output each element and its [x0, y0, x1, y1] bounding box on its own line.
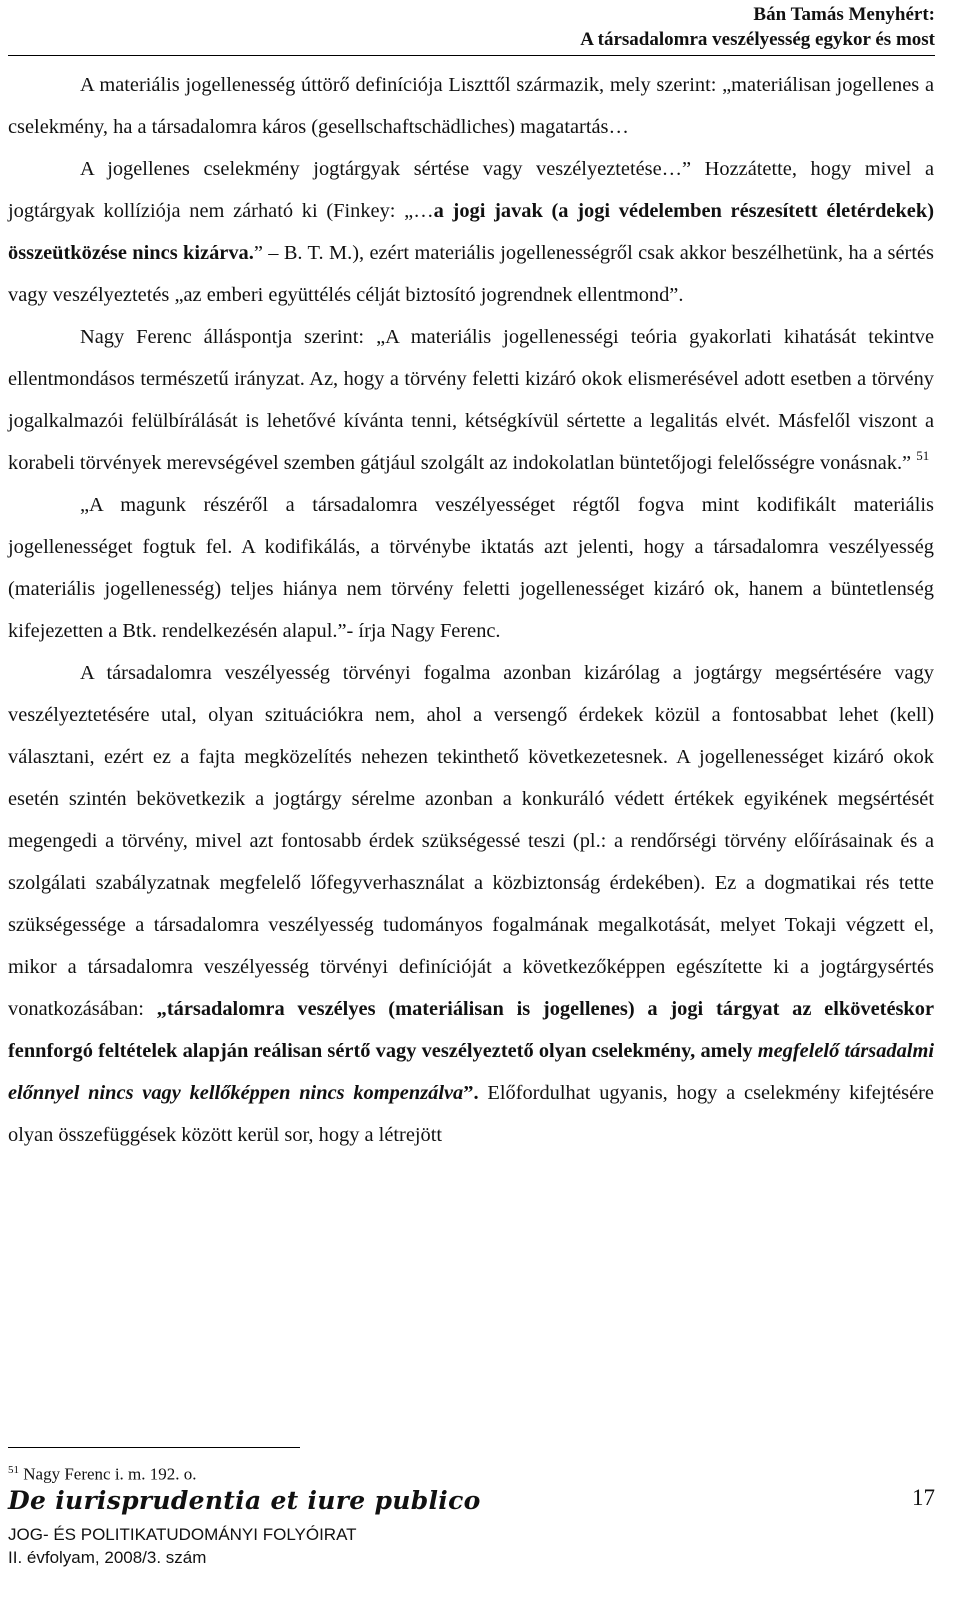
- journal-issue: II. évfolyam, 2008/3. szám: [8, 1548, 207, 1567]
- footnote-reference[interactable]: 51: [916, 448, 930, 463]
- footnote-rule: [8, 1447, 300, 1448]
- definition-bold: „társadalomra veszélyes (materiálisan is jogellenes) a jogi tárgyat az elkövetéskor fennforgó feltételek alapján reálisan sértő vagy veszélyeztető olyan cselekmény, amely: [8, 998, 935, 1062]
- paragraph-jogtargy: [8, 148, 934, 316]
- paragraph-tokaji: [8, 652, 934, 1156]
- paragraph-kodifikalt: „A magunk részéről a társadalomra veszélyességet régtől fogva mint kodifikált materiális jogellenességet fogtuk fel. A kodifikálás, a törvénybe iktatás azt jelenti, hogy a társadalomra veszélyesség (materiális jogellenesség) teljes hiánya nem törvény feletti jogellenességet kizáró ok, hanem a büntetlenség kifejezetten a Btk. rendelkezésén alapul.”- írja Nagy Ferenc.: [8, 494, 934, 642]
- footnote-number: 51: [8, 1464, 19, 1476]
- header-title: A társadalomra veszélyesség egykor és most: [580, 29, 935, 50]
- footnote: [8, 1459, 197, 1486]
- paragraph-nagy-ferenc: [8, 316, 934, 484]
- paragraph-liszt: A materiális jogellenesség úttörő definíciója Liszttől származik, mely szerint: „materiálisan jogellenes a cselekmény, ha a társadalomra káros (gesellschaftschädliches) magatartás…: [8, 74, 934, 138]
- footnote-text: Nagy Ferenc i. m. 192. o.: [19, 1464, 197, 1484]
- header-rule: [8, 55, 935, 56]
- journal-subtitle: JOG- ÉS POLITIKATUDOMÁNYI FOLYÓIRAT: [8, 1525, 357, 1544]
- page-number: 17: [912, 1485, 935, 1510]
- definition-close: ”.: [463, 1082, 479, 1104]
- paragraph-text: A jogellenes cselekmény jogtárgyak sértése vagy veszélyeztetése…” Hozzátette, hogy mivel a jogtárgyak kollíziója nem zárható ki (Finkey: „…: [8, 158, 934, 222]
- definition-bold-italic: megfelelő társadalmi előnnyel nincs vagy kellőképpen nincs kompenzálva: [8, 1040, 934, 1104]
- paragraph-text: Előfordulhat ugyanis, hogy a cselekmény kifejtésére olyan összefüggések között kerül sor, hogy a létrejött: [8, 1082, 934, 1146]
- header-author: Bán Tamás Menyhért:: [753, 4, 935, 25]
- journal-title: De iurisprudentia et iure publico: [8, 1486, 481, 1515]
- article-body: [8, 64, 934, 1156]
- paragraph-text: Nagy Ferenc álláspontja szerint: „A materiális jogellenességi teória gyakorlati kihatását tekintve ellentmondásos természetű irányzat. Az, hogy a törvény feletti kizáró okok elismerésével adott esetben a törvény jogalkalmazói felülbírálását is lehetővé kívánta tenni, kétségkívül sértette a legalitás elvét. Másfelől viszont a korabeli törvények merevségével szemben gátjául szolgált az indokolatlan büntetőjogi felelősségre vonásnak.”: [8, 326, 934, 474]
- finkey-quote: a jogi javak (a jogi védelemben részesített életérdekek) összeütközése nincs kizárva.: [8, 200, 934, 264]
- paragraph-text: ” – B. T. M.), ezért materiális jogellenességről csak akkor beszélhetünk, ha a sértés vagy veszélyeztetés „az emberi együttélés célját biztosító jogrendnek ellentmond”.: [8, 242, 934, 306]
- paragraph-text: A társadalomra veszélyesség törvényi fogalma azonban kizárólag a jogtárgy megsértésére vagy veszélyeztetésére utal, olyan szituációkra nem, ahol a versengő érdekek közül a fontosabbat lehet (kell) választani, ezért ez a fajta megközelítés nehezen tekinthető következetesnek. A jogellenességet kizáró okok esetén szintén bekövetkezik a jogtárgy sérelme azonban a konkuráló védett értékek egyikének megsértését megengedi a törvény, mivel azt fontosabb érdek szükségessé teszi (pl.: a rendőrségi törvény előírásainak és a szolgálati szabályzatnak megfelelő lőfegyverhasználat a közbiztonság érdekében). Ez a dogmatikai rés tette szükségessége a társadalomra veszélyesség tudományos fogalmának megalkotását, melyet Tokaji végzett el, mikor a társadalomra veszélyesség törvényi definícióját a következőképpen egészítette ki a jogtárgysértés vonatkozásában:: [8, 662, 934, 1020]
- running-header: [580, 2, 935, 52]
